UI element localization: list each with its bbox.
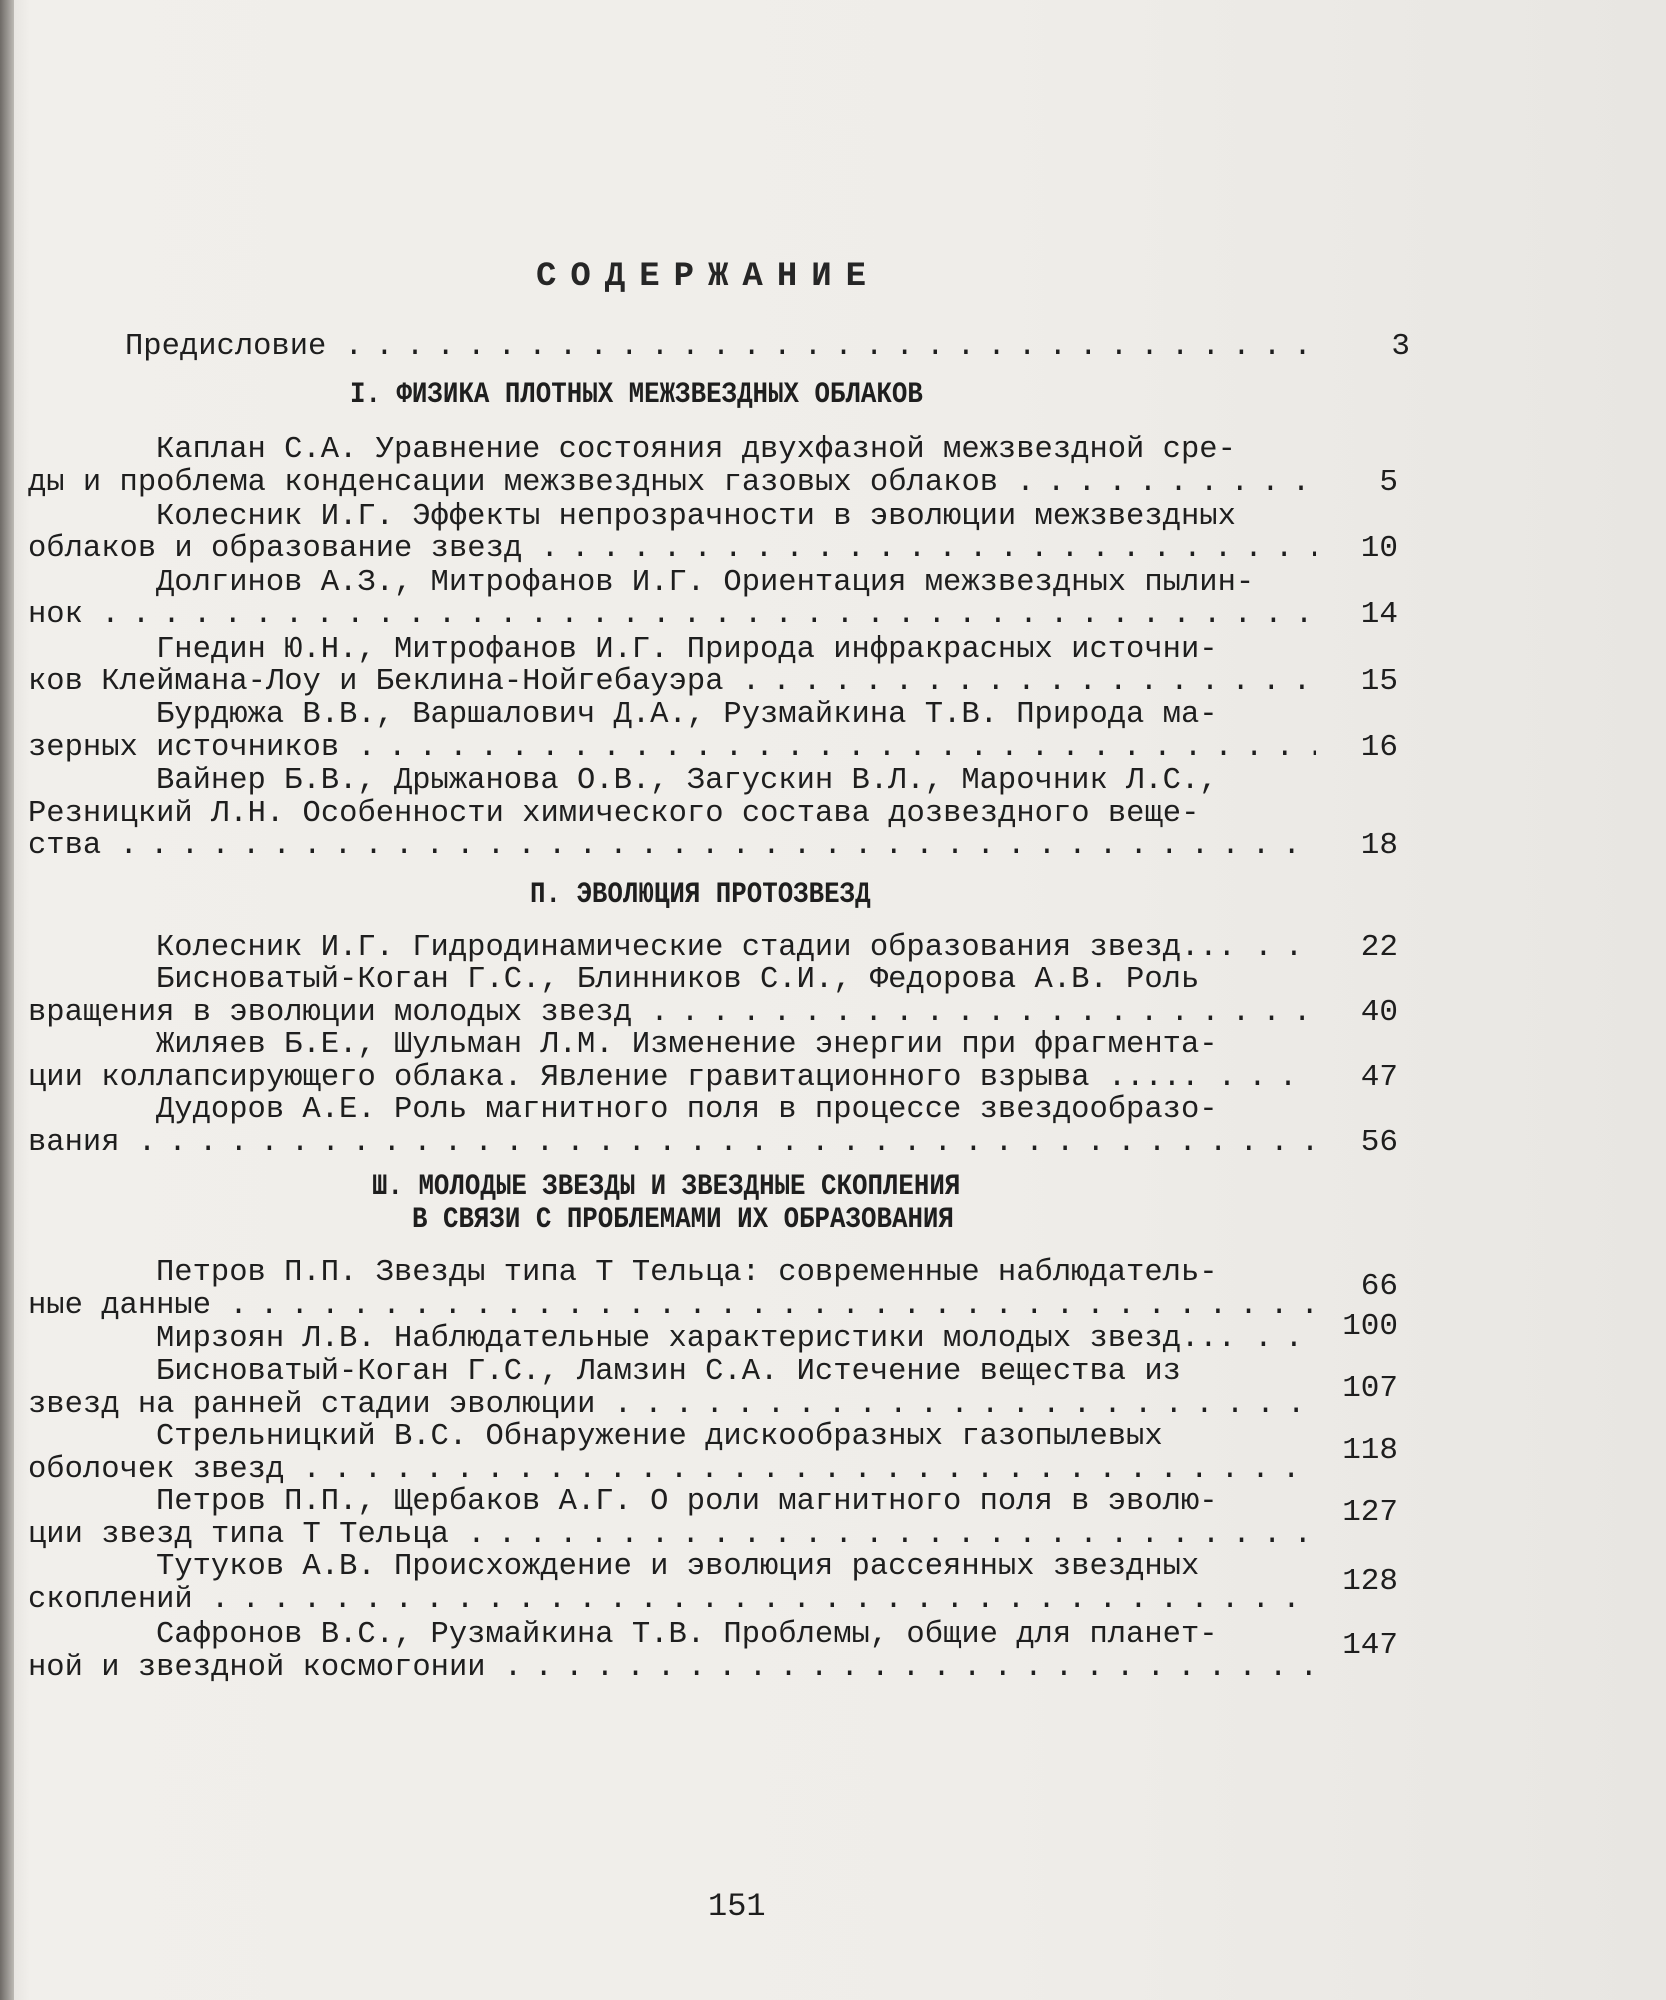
toc-page-number: 107 (1342, 1371, 1398, 1406)
section-heading: В СВЯЗИ С ПРОБЛЕМАМИ ИХ ОБРАЗОВАНИЯ (412, 1203, 954, 1237)
toc-entry-line[interactable] (28, 1651, 1316, 1685)
toc-entry-line[interactable] (156, 1256, 1218, 1290)
toc-entry-line[interactable] (28, 1518, 1316, 1552)
toc-entry-text: Бисноватый-Коган Г.С., Ламзин С.А. Истечение вещества из (156, 1355, 1181, 1389)
toc-entry-text: Жиляев Б.Е., Шульман Л.М. Изменение энергии при фрагмента- (156, 1028, 1218, 1062)
toc-entry-line[interactable] (156, 1550, 1199, 1584)
toc-entry-line[interactable] (156, 1420, 1163, 1454)
toc-entry-text: Вайнер Б.В., Дрыжанова О.В., Загускин В.Л., Марочник Л.С., (156, 764, 1218, 798)
toc-entry-line[interactable] (28, 532, 1316, 566)
toc-entry-line[interactable] (28, 731, 1316, 765)
toc-entry-text: ные данные (28, 1289, 230, 1323)
toc-entry-text: Петров П.П., Щербаков А.Г. О роли магнитного поля в эволю- (156, 1485, 1218, 1519)
toc-entry-text: Резницкий Л.Н. Особенности химического состава дозвездного веще- (28, 797, 1200, 831)
toc-entry-text: Бурдюжа В.В., Варшалович Д.А., Рузмайкина Т.В. Природа ма- (156, 698, 1218, 732)
toc-entry-text: Колесник И.Г. Эффекты непрозрачности в эволюции межзвездных (156, 500, 1236, 534)
toc-entry-line[interactable] (156, 931, 1316, 965)
toc-entry-line[interactable] (156, 566, 1254, 600)
toc-entry-line[interactable] (28, 1388, 1316, 1422)
toc-page-number: 47 (1360, 1060, 1398, 1095)
toc-entry-text: Бисноватый-Коган Г.С., Блинников С.И., Федорова А.В. Роль (156, 963, 1200, 997)
toc-entry-text: ства (28, 829, 120, 863)
toc-entry-line[interactable] (28, 1061, 1316, 1095)
toc-entry-text: скоплений (28, 1583, 212, 1617)
toc-entry-text: нок (28, 598, 102, 632)
toc-entry-text: ды и проблема конденсации межзвездных газовых облаков (28, 466, 1017, 500)
toc-entry-text: зерных источников (28, 731, 358, 765)
toc-entry-line[interactable] (28, 1453, 1316, 1487)
toc-entry-text: Долгинов А.З., Митрофанов И.Г. Ориентация межзвездных пылин- (156, 566, 1255, 600)
toc-page-number: 18 (1360, 828, 1398, 863)
toc-entry-line[interactable] (156, 1355, 1181, 1389)
toc-entry-line[interactable] (156, 1322, 1316, 1356)
toc-entry-label: Предисловие (125, 330, 345, 364)
toc-entry-line[interactable] (156, 1028, 1218, 1062)
toc-page-number: 128 (1342, 1564, 1398, 1599)
toc-entry-text: оболочек звезд (28, 1453, 303, 1487)
toc-entry-line[interactable] (156, 633, 1218, 667)
toc-entry-text: Колесник И.Г. Гидродинамические стадии образования звезд... (156, 931, 1255, 965)
toc-page-number: 127 (1342, 1495, 1398, 1530)
toc-page-number: 16 (1360, 730, 1398, 765)
toc-entry-text: ции коллапсирующего облака. Явление гравитационного взрыва ..... (28, 1061, 1218, 1095)
toc-entry-line[interactable] (28, 1583, 1316, 1617)
toc-page-number: 14 (1360, 597, 1398, 632)
toc-page-number: 100 (1342, 1309, 1398, 1344)
toc-entry-text: ции звезд типа Т Тельца (28, 1518, 468, 1552)
toc-entry-line[interactable] (156, 963, 1199, 997)
toc-entry-text: облаков и образование звезд (28, 532, 541, 566)
toc-entry-line[interactable] (28, 1126, 1316, 1160)
page-title: СОДЕРЖАНИЕ (536, 258, 881, 296)
toc-entry-text: ков Клеймана-Лоу и Беклина-Нойгебауэра (28, 665, 742, 699)
toc-entry-line[interactable] (28, 466, 1316, 500)
toc-entry-line[interactable] (156, 433, 1236, 467)
toc-entry-line[interactable] (156, 1485, 1218, 1519)
toc-page-number: 66 (1360, 1269, 1398, 1304)
toc-page-number: 10 (1360, 531, 1398, 566)
toc-page-number: 15 (1360, 664, 1398, 699)
toc-entry-text: вания (28, 1126, 138, 1160)
toc-entry-line[interactable] (28, 665, 1316, 699)
toc-entry-preface[interactable] (125, 330, 1316, 364)
toc-page-number: 5 (1379, 465, 1398, 500)
toc-entry-text: ной и звездной космогонии (28, 1651, 504, 1685)
toc-entry-text: Каплан С.А. Уравнение состояния двухфазной межзвездной сре- (156, 433, 1236, 467)
toc-entry-text: Гнедин Ю.Н., Митрофанов И.Г. Природа инфракрасных источни- (156, 633, 1218, 667)
toc-entry-text: Сафронов В.С., Рузмайкина Т.В. Проблемы, общие для планет- (156, 1618, 1218, 1652)
toc-page-number: 118 (1342, 1433, 1398, 1468)
toc-entry-line[interactable] (28, 1289, 1316, 1323)
toc-entry-text: вращения в эволюции молодых звезд (28, 996, 651, 1030)
toc-page-number: 40 (1360, 995, 1398, 1030)
toc-entry-line[interactable] (28, 598, 1316, 632)
toc-entry-line[interactable] (28, 996, 1316, 1030)
toc-entry-text: звезд на ранней стадии эволюции (28, 1388, 614, 1422)
page-number: 151 (708, 1888, 766, 1925)
toc-entry-line[interactable] (156, 764, 1218, 798)
toc-entry-text: Петров П.П. Звезды типа Т Тельца: современные наблюдатель- (156, 1256, 1218, 1290)
toc-entry-line[interactable] (156, 698, 1218, 732)
toc-entry-text: Стрельницкий В.С. Обнаружение дискообразных газопылевых (156, 1420, 1163, 1454)
toc-entry-text: Мирзоян Л.В. Наблюдательные характеристики молодых звезд... (156, 1322, 1255, 1356)
toc-entry-text: Дудоров А.Е. Роль магнитного поля в процессе звездообразо- (156, 1093, 1218, 1127)
toc-page-number: 147 (1342, 1628, 1398, 1663)
toc-entry-line[interactable] (28, 797, 1199, 831)
section-heading: Ш. МОЛОДЫЕ ЗВЕЗДЫ И ЗВЕЗДНЫЕ СКОПЛЕНИЯ (372, 1170, 961, 1204)
toc-entry-line[interactable] (156, 500, 1236, 534)
toc-entry-text: Тутуков А.В. Происхождение и эволюция рассеянных звездных (156, 1550, 1200, 1584)
toc-entry-line[interactable] (28, 829, 1316, 863)
section-heading: I. ФИЗИКА ПЛОТНЫХ МЕЖЗВЕЗДНЫХ ОБЛАКОВ (350, 378, 923, 412)
toc-entry-line[interactable] (156, 1618, 1218, 1652)
section-heading: П. ЭВОЛЮЦИЯ ПРОТОЗВЕЗД (530, 878, 871, 912)
toc-page-number: 56 (1360, 1125, 1398, 1160)
toc-page-number: 3 (1391, 329, 1410, 364)
toc-entry-line[interactable] (156, 1093, 1218, 1127)
toc-page-number: 22 (1360, 930, 1398, 965)
